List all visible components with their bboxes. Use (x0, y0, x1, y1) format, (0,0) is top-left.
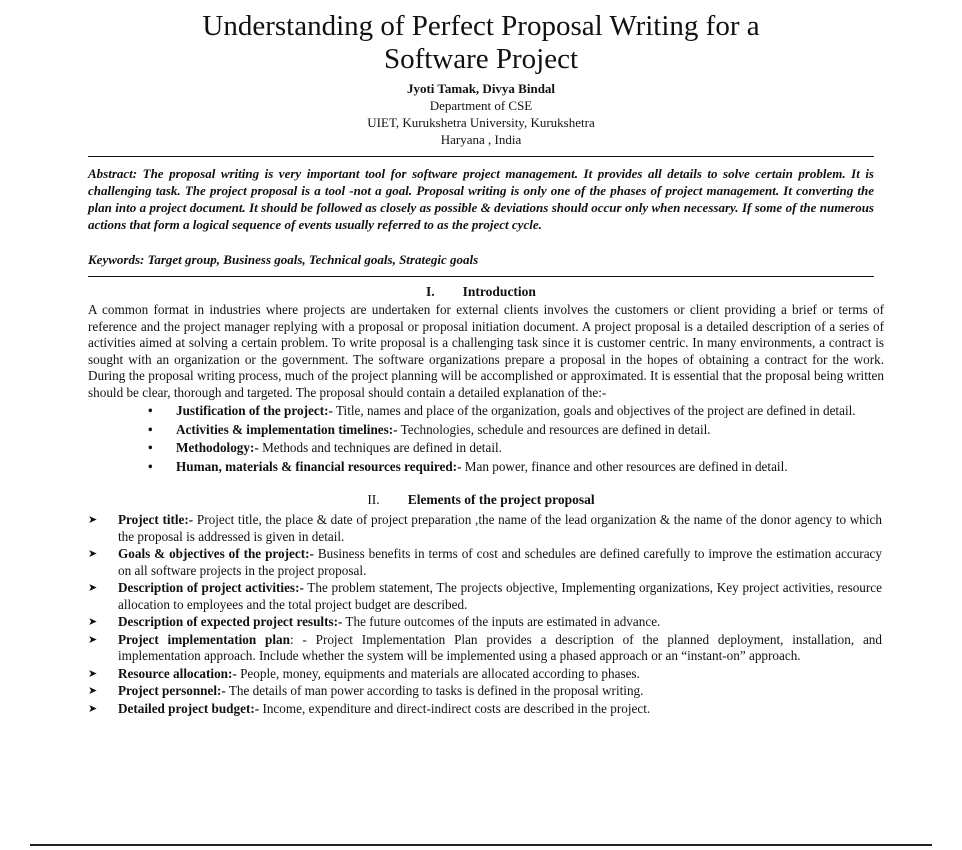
section-heading-introduction (0, 283, 962, 300)
bullet-icon: • (148, 403, 153, 418)
list-item-term: Project title:- (118, 512, 194, 527)
list-item (88, 683, 882, 700)
list-item (148, 403, 872, 420)
section-number: II. (367, 492, 380, 507)
list-item (88, 631, 882, 665)
section-title: Elements of the project proposal (407, 492, 595, 507)
arrow-bullet-icon: ➤ (88, 547, 98, 560)
list-item-text: Man power, finance and other resources are defined in detail. (461, 458, 788, 474)
list-item-term: Detailed project budget:- (118, 700, 260, 716)
list-item-text: Project title, the place & date of project preparation ,the name of the lead organization & the name of the donor agency to which the proposal is addressed is given in detail. (118, 512, 882, 544)
list-item-term: Project personnel:- (118, 683, 226, 698)
list-item-text: Technologies, schedule and resources are defined in detail. (397, 421, 711, 437)
location: Haryana , India (440, 132, 522, 147)
list-item-text: People, money, equipments and materials are allocated according to phases. (236, 665, 640, 681)
list-item-text: The future outcomes of the inputs are estimated in advance. (342, 614, 661, 629)
list-item-text: Title, names and place of the organization, goals and objectives of the project are defined in detail. (332, 403, 856, 418)
authors: Jyoti Tamak, Divya Bindal (406, 81, 556, 96)
list-item (88, 580, 882, 613)
list-item (148, 440, 872, 457)
list-item-text: Business benefits in terms of cost and schedules are defined carefully to improve the estimation accuracy on all software projects in the project proposal. (118, 546, 882, 578)
section-title: Introduction (462, 284, 536, 299)
list-item (88, 665, 882, 683)
list-item-text: Income, expenditure and direct-indirect costs are described in the project. (259, 700, 651, 716)
divider-top (88, 156, 874, 157)
list-item (148, 458, 872, 476)
list-item (88, 614, 882, 631)
keywords: Keywords: Target group, Business goals, Technical goals, Strategic goals (88, 252, 479, 267)
arrow-bullet-icon: ➤ (88, 684, 98, 697)
list-item-text: The details of man power according to tasks is defined in the proposal writing. (225, 683, 644, 698)
bullet-icon: • (148, 440, 153, 455)
section-heading-elements (0, 491, 962, 508)
list-item-term: Project implementation plan (118, 631, 290, 647)
list-item-term: Description of expected project results:- (118, 614, 343, 629)
list-item-term: Resource allocation:- (118, 665, 237, 681)
arrow-bullet-icon: ➤ (88, 666, 98, 680)
list-item (88, 546, 882, 579)
arrow-bullet-icon: ➤ (88, 581, 98, 594)
paper-title: Understanding of Perfect Proposal Writing for a Software Project (202, 10, 760, 75)
list-item (148, 421, 872, 439)
page-bottom-border (30, 844, 932, 846)
bullet-icon: • (148, 421, 153, 437)
list-item-term: Justification of the project:- (176, 403, 333, 418)
arrow-bullet-icon: ➤ (88, 513, 98, 526)
list-item (88, 512, 882, 545)
list-item-term: Goals & objectives of the project:- (118, 546, 314, 561)
institution: UIET, Kurukshetra University, Kurukshetra (367, 115, 595, 130)
divider-keywords (88, 276, 874, 277)
arrow-bullet-icon: ➤ (88, 632, 98, 646)
list-item-text: : - Project Implementation Plan provides a description of the planned deployment, installation, and implementation approach. Include whether the system will be implemented using a phased approach or an “instant-on” approach. (118, 631, 882, 663)
list-item-term: Human, materials & financial resources required:- (176, 458, 462, 474)
section-number: I. (426, 284, 435, 299)
arrow-bullet-icon: ➤ (88, 615, 98, 628)
department: Department of CSE (429, 98, 533, 113)
list-item-text: Methods and techniques are defined in detail. (258, 440, 502, 455)
list-item-term: Description of project activities:- (118, 580, 304, 595)
intro-paragraph: A common format in industries where projects are undertaken for external clients involves the customers or client providing a brief or terms of reference and the project manager replying with a proposal or proposal initiation document. A project proposal is a detailed description of a series of activities aimed at solving a certain problem. To write proposal is a challenging task since it is customer centric. In many environments, a contract is sought with an organization or the government. The software organizations prepare a proposal in the hopes of obtaining a contract for the work. During the proposal writing process, much of the project planning will be accomplished or approximated. It is essential that the proposal being written should be clear, thorough and targeted. The proposal should contain a detailed explanation of the:- (88, 302, 884, 400)
list-item (88, 700, 882, 718)
abstract: Abstract: The proposal writing is very important tool for software project management. It provides all details to solve certain problem. It is challenging task. The project proposal is a tool -not a goal. Proposal writing is only one of the phases of project management. It converting the plan into a project document. It should be followed as closely as possible & deviations should occur only when necessary. If some of the numerous actions that form a logical sequence of events usually referred to as the project cycle. (88, 166, 874, 232)
intro-bullet-list (0, 403, 962, 475)
list-item-term: Methodology:- (176, 440, 259, 455)
elements-list (0, 512, 962, 717)
arrow-bullet-icon: ➤ (88, 701, 98, 715)
bullet-icon: • (148, 458, 153, 474)
list-item-text: The problem statement, The projects objective, Implementing organizations, Key project activities, resource allocation to employees and the total project budget are described. (118, 580, 882, 612)
author-block (0, 80, 962, 148)
list-item-term: Activities & implementation timelines:- (176, 421, 398, 437)
